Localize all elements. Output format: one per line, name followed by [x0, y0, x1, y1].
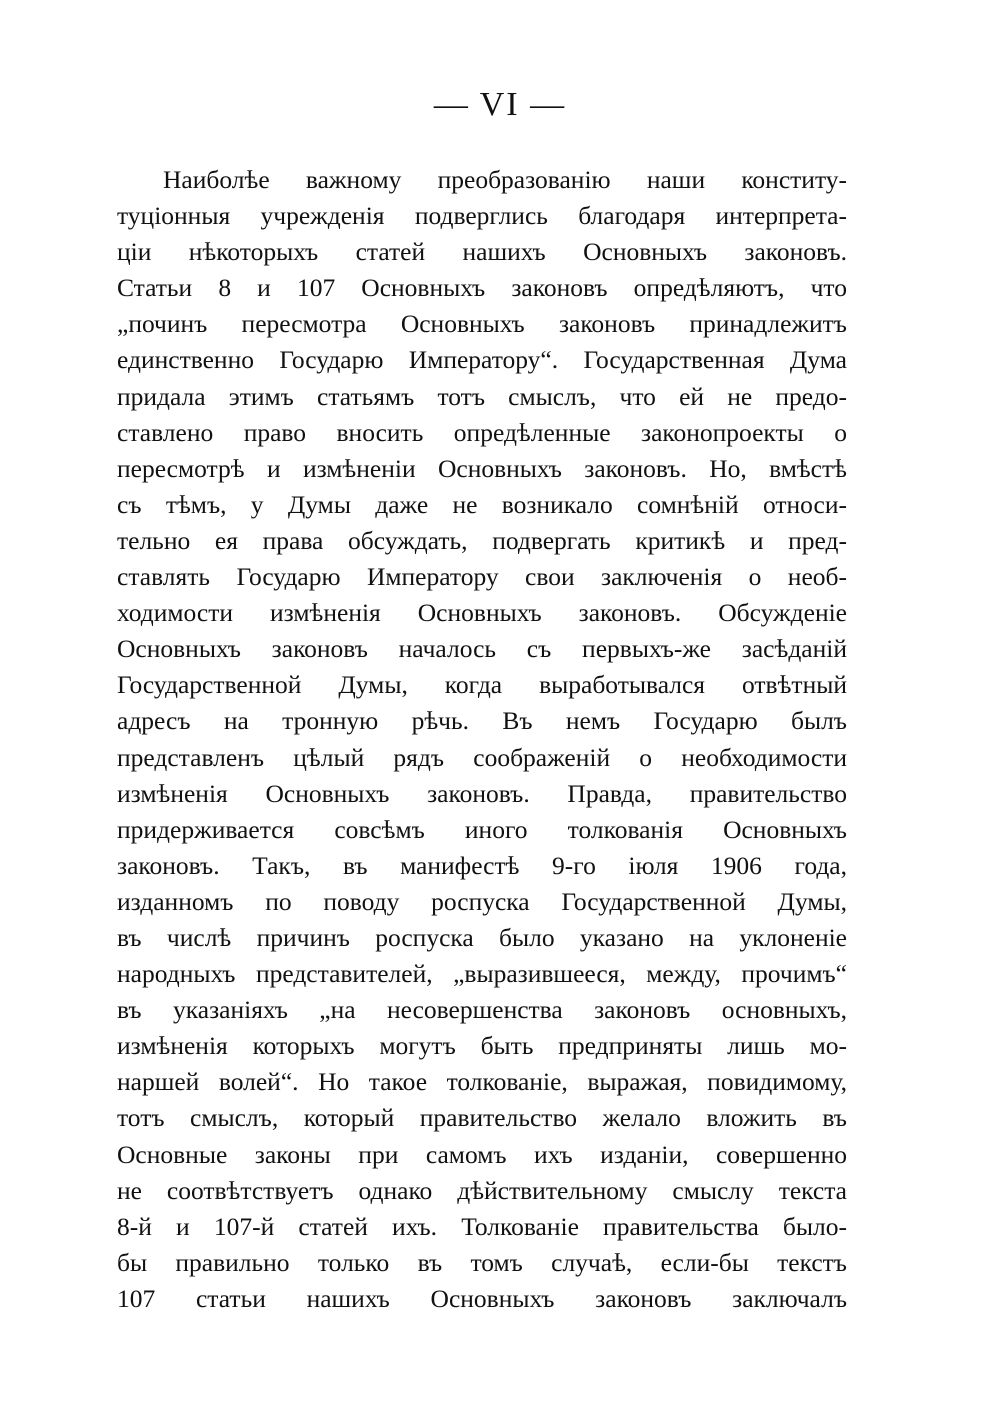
- text-line: Основныхъ законовъ началось съ первыхъ-же засѣданій: [117, 634, 847, 664]
- text-line: Статьи 8 и 107 Основныхъ законовъ опредѣляютъ, что: [117, 273, 847, 303]
- text-line: въ указаніяхъ „на несовершенства законовъ основныхъ,: [117, 995, 847, 1025]
- text-line: придала этимъ статьямъ тотъ смыслъ, что ей не предо-: [117, 381, 847, 411]
- text-line: ціи нѣкоторыхъ статей нашихъ Основныхъ законовъ.: [117, 237, 847, 267]
- text-line: ставлять Государю Императору свои заключенія о необ-: [117, 562, 847, 592]
- text-line: бы правильно только въ томъ случаѣ, если-бы текстъ: [117, 1247, 847, 1277]
- text-line: не соотвѣтствуетъ однако дѣйствительному смыслу текста: [117, 1175, 847, 1205]
- text-line: законовъ. Такъ, въ манифестѣ 9-го іюля 1906 года,: [117, 850, 847, 880]
- text-line: туціонныя учрежденія подверглись благодаря интерпрета-: [117, 201, 847, 231]
- text-line: въ числѣ причинъ роспуска было указано на уклоненіе: [117, 922, 847, 952]
- text-line: „починъ пересмотра Основныхъ законовъ принадлежитъ: [117, 309, 847, 339]
- text-line: измѣненія которыхъ могутъ быть предприняты лишь мо-: [117, 1031, 847, 1061]
- text-line: тотъ смыслъ, который правительство желало вложить въ: [117, 1103, 847, 1133]
- text-line: пересмотрѣ и измѣненіи Основныхъ законовъ. Но, вмѣстѣ: [117, 453, 847, 483]
- text-line: Государственной Думы, когда выработывался отвѣтный: [117, 670, 847, 700]
- text-line: придерживается совсѣмъ иного толкованія Основныхъ: [117, 814, 847, 844]
- text-line: представленъ цѣлый рядъ соображеній о необходимости: [117, 742, 847, 772]
- text-line: Наиболѣе важному преобразованію наши конститу-: [163, 165, 847, 194]
- text-line: съ тѣмъ, у Думы даже не возникало сомнѣній относи-: [117, 489, 847, 519]
- text-line: 8-й и 107-й статей ихъ. Толкованіе правительства было-: [117, 1211, 847, 1241]
- text-line: единственно Государю Императору“. Государственная Дума: [117, 345, 847, 375]
- text-line: народныхъ представителей, „выразившееся, между, прочимъ“: [117, 959, 847, 989]
- text-line: тельно ея права обсуждать, подвергать критикѣ и пред-: [117, 525, 847, 555]
- text-line: ставлено право вносить опредѣленные законопроекты о: [117, 417, 847, 447]
- text-line: 107 статьи нашихъ Основныхъ законовъ заключалъ: [117, 1283, 847, 1313]
- text-line: изданномъ по поводу роспуска Государственной Думы,: [117, 886, 847, 916]
- text-line: ходимости измѣненія Основныхъ законовъ. Обсужденіе: [117, 598, 847, 628]
- page-number-header: — VI —: [433, 86, 567, 123]
- text-line: Основные законы при самомъ ихъ изданіи, совершенно: [117, 1139, 847, 1169]
- text-line: адресъ на тронную рѣчь. Въ немъ Государю былъ: [117, 706, 847, 736]
- body-paragraph: [117, 162, 847, 1317]
- text-line: измѣненія Основныхъ законовъ. Правда, правительство: [117, 778, 847, 808]
- text-line: наршей волей“. Но такое толкованіе, выражая, повидимому,: [117, 1067, 847, 1097]
